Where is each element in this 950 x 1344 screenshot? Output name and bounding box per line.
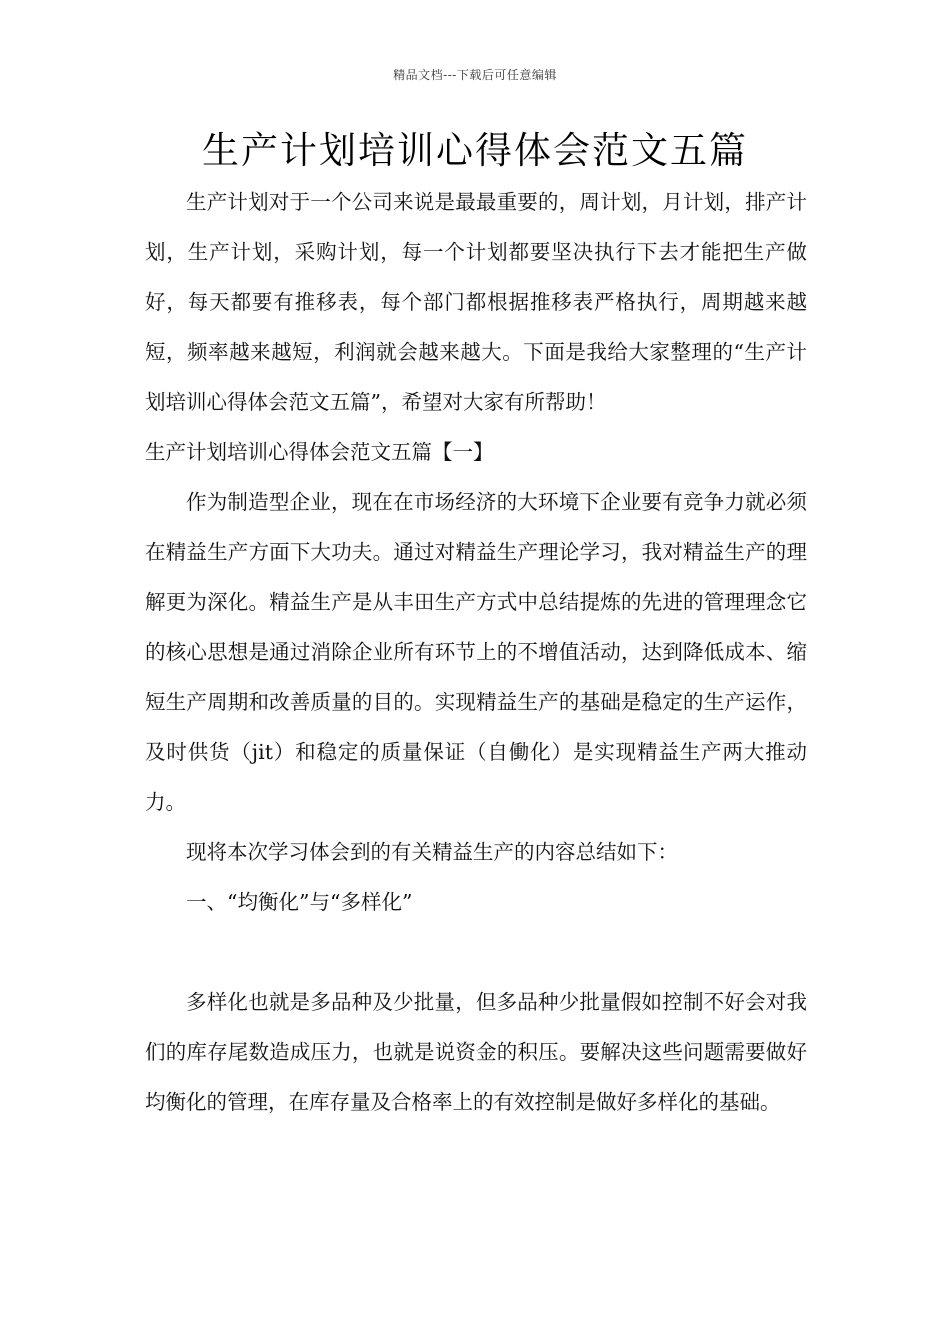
intro-paragraph: 生产计划对于一个公司来说是最最重要的，周计划，月计划，排产计划，生产计划，采购计划，每一个计划都要坚决执行下去才能把生产做好，每天都要有推移表，每个部门都根据推移表严格执行，周期越来越短，频率越来越短，利润就会越来越大。下面是我给大家整理的“生产计划培训心得体会范文五篇”，希望对大家有所帮助！	[145, 190, 807, 414]
section-heading: 生产计划培训心得体会范文五篇【一】	[145, 440, 494, 464]
blank-line	[145, 927, 807, 977]
subsection-heading: 一、“均衡化”与“多样化”	[186, 890, 413, 914]
page-header-note: 精品文档---下载后可任意编辑	[393, 68, 557, 82]
body-paragraph: 作为制造型企业，现在在市场经济的大环境下企业要有竞争力就必须在精益生产方面下大功夫。通过对精益生产理论学习，我对精益生产的理解更为深化。精益生产是从丰田生产方式中总结提炼的先进的管理理念它的核心思想是通过消除企业所有环节上的不增值活动，达到降低成本、缩短生产周期和改善质量的目的。实现精益生产的基础是稳定的生产运作，及时供货（jit）和稳定的质量保证（自働化）是实现精益生产两大推动力。	[145, 490, 807, 814]
document-title: 生产计划培训心得体会范文五篇	[202, 129, 748, 172]
body-paragraph: 多样化也就是多品种及少批量，但多品种少批量假如控制不好会对我们的库存尾数造成压力，也就是说资金的积压。要解决这些问题需要做好均衡化的管理，在库存量及合格率上的有效控制是做好多样化的基础。	[145, 990, 807, 1114]
summary-intro-paragraph: 现将本次学习体会到的有关精益生产的内容总结如下：	[186, 840, 678, 864]
document-body	[145, 177, 807, 1127]
